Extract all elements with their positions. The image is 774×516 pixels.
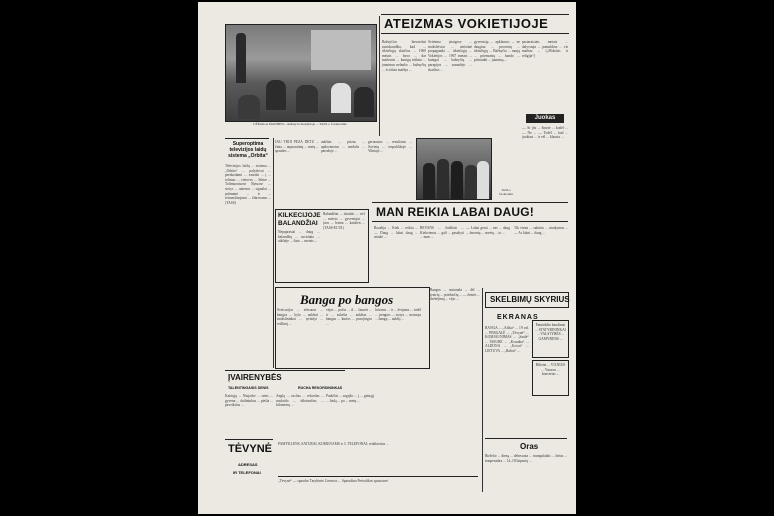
kilkecijoje-box: KILKECIJOJE BALANDŽIAI Nepaprastai ... daug ... balandžių ... susirinko ... aikštėje ... šiais ... metais ... Balandžiai ... skraido ... virš ... miesto ... gyventojai ... juos ... lesina ... kasdien ... (TASS-ELTA) xyxy=(275,209,369,283)
headline-ateizmas: ATEIZMAS VOKIETIJOJE xyxy=(384,16,549,31)
headline-banga: Banga po bangos xyxy=(300,292,394,307)
headline-skelbimu: SKELBIMŲ SKYRIUS xyxy=(490,295,570,304)
article-ivairenybes-2: Anglų ... ruchas ... rekordas ... nuskrido ... tūkstančius ... kilometrų ... xyxy=(276,394,324,408)
article-mid-3: geriausius ... rezultatus ... Sovietų ... respublikoje ... Vilniuje ... xyxy=(368,140,412,154)
headline-ekranas: EKRANAS xyxy=(497,314,539,321)
ad-box-2: Bilietai ... VILNIUS ... Vasaros ... koncertas ... xyxy=(532,360,569,396)
footer-info: PAMYKLENS, ŠATURAI, KOMUNAMS ir 3. TELEFONAI: redaktorius ... xyxy=(278,442,389,446)
article-ateizmas-col1: Bažnyčios hierarchai nusiskundžia, kad ... tikinčiųjų skaičius ... 1960 metais ... buvo ... dar mažesnis ... kunigų trūksta ... jaunimas nelanko ... bažnyčių ... ir toliau mažėja ... xyxy=(382,40,426,72)
headline-kilkecijoje: KILKECIJOJE BALANDŽIAI xyxy=(278,212,321,227)
article-ivairenybes-1: Kairiųjų ... Niujorke ... senis ... gyvena ... dailininkas ... piešia ... paveikslus ... xyxy=(225,394,273,408)
subheadline-talentas: TALENTINGASIS SENIS xyxy=(228,386,269,390)
article-banga-3: laivams ... ir ... žvejams ... todėl ... įrengtos ... stotys ... matuoja ... bangų ... aukštį ... xyxy=(375,308,421,322)
footer-info-2: „Tėvynė“ — spaudos Tarybinės Lietuvos ... Spausdina Periodikos spaustuvė xyxy=(278,479,388,483)
headline-man-reikia: MAN REIKIA LABAI DAUG! xyxy=(376,205,534,219)
article-mid-2: aukštas ... prizas ... apdovanotas ... medalis ... parodoje ... xyxy=(321,140,365,154)
article-man-reikia-2: REVANS ... žodžiais ... Kiekvienas ... gali ... pasakyti ... man ... xyxy=(420,226,464,240)
masthead-tevyne: TĖVYNĖ xyxy=(228,443,273,455)
article-banga-4: Bangos ... atsiranda ... dėl ... įvairių ... priežasčių ... — žemės ... drebėjimų ... vėjo ... xyxy=(430,288,480,302)
label-adresas: ADRESAS xyxy=(238,462,258,467)
juokas-box: Juokas — Ar jūs ... žinote ... kodėl ... — Ne ... — Todėl ... kad ... juokiasi ... ir vėl ... klausia ... xyxy=(522,115,568,140)
article-ateizmas-col2: Švietimo įstaigose ... moksleiviai ... ateistinė propaganda ... tikinčiųjų ... Vokietijos ... 1967 metais ... kunigai ... bažnyčių ... parapijos ... sumažėjo ... skaičius ... xyxy=(428,40,472,72)
newspaper-page xyxy=(198,2,576,514)
subheadline-ruchas: RUCHA REKORDININKAS xyxy=(298,386,343,390)
skelbimu-box xyxy=(485,292,569,308)
label-telefonai: IR TELEFONAI xyxy=(233,470,261,475)
article-ivairenybes-3: Paukštis ... sugrįžo ... į ... gimtąjį ... lizdą ... po ... metų ... xyxy=(326,394,374,403)
article-ateizmas-col3: gyventojų ... apklausos ... ne daugiau ... procentų ... tikinčiųjų ... Bažnyčia ... naujų ... priemonių ... bando ... pritraukti ... jaunimą ... xyxy=(474,40,520,63)
headline-ivairenybes: ĮVAIRENYBĖS xyxy=(228,373,282,382)
people-photo xyxy=(416,138,492,200)
article-banga-2: vėjas ... pučia ... iš ... šiaurės ... ir ... sukelia ... aukštas ... bangas ... kurios ... pavojingos ... xyxy=(326,308,372,326)
juokas-label: Juokas xyxy=(526,114,564,123)
ad-box-1: Paminkštu baudimai ... STATYBININKAI ... VALSTYBĖS ... GAMYBINIS ... xyxy=(532,320,569,358)
article-banga-1: Šveicarijos ... ežeruose ... bangos ... kyla ... aukštai ... mokslininkai ... tyrinėja ... reiškinį ... xyxy=(277,308,323,326)
article-mid-1: JAU TRIJI PEŽA DETU ... žinia ... tarptautinių ... metų ... spaudos ... xyxy=(275,140,319,154)
article-man-reikia-3: — Labai gerai ... nes ... daug ... žmonių ... norėtų ... to ... xyxy=(466,226,510,235)
headline-oras: Oras xyxy=(520,442,539,451)
weather-text: Birželio ... dieną ... debesuota ... trumpalaikis ... lietus ... temperatūra ... 14–18 laipsnių ... xyxy=(485,454,567,463)
article-man-reikia-1: Rozalija ... Kiek ... reikia ... — Daug ... labai daug ... atsakė ... xyxy=(374,226,418,240)
people-photo-caption: TASS-o fotokronika xyxy=(499,188,513,197)
tv-listing: BANGA ... „Aišku“ ... 19 val. ... PERGALĖ ... „Tėvynė“ ... KOMJAUNIMAS ... „Saulė“ ... ŠIAURĖ ... „Kvaraba“ ... ALDONA ... „Kovai“ ... LIETUVA ... „Baltai“ ... xyxy=(485,326,529,353)
article-superoptima: Televizijos laidų ... sistema ... „Orbita“ ... palydovai ... perduodami ... vaizdai ... į ... tolimas ... vietoves ... Sibire ... Tolimuosiuose Rytuose ... stotys ... antenos ... signalai ... priimami ... ir ... retransliuojami ... žiūrovams ... (TASS) xyxy=(225,164,271,205)
classroom-photo xyxy=(225,24,377,122)
headline-superoptima: Superoptima televizijos laidų sistema „Orbita“ xyxy=(228,141,268,159)
photo-caption: UŽMAGA MANDEN... Ankstyva mokykloje ... TASS-o fotokronika xyxy=(253,122,347,126)
article-man-reikia-4: Tik viena ... sakiniu ... atsakymas ... — Ar labai ... daug ... xyxy=(514,226,568,235)
article-ateizmas-col4: pastaraisiais metais ... dalyvauja ... pamaldose ... vis mažiau ... („Mokslas ir religija“) xyxy=(522,40,568,58)
